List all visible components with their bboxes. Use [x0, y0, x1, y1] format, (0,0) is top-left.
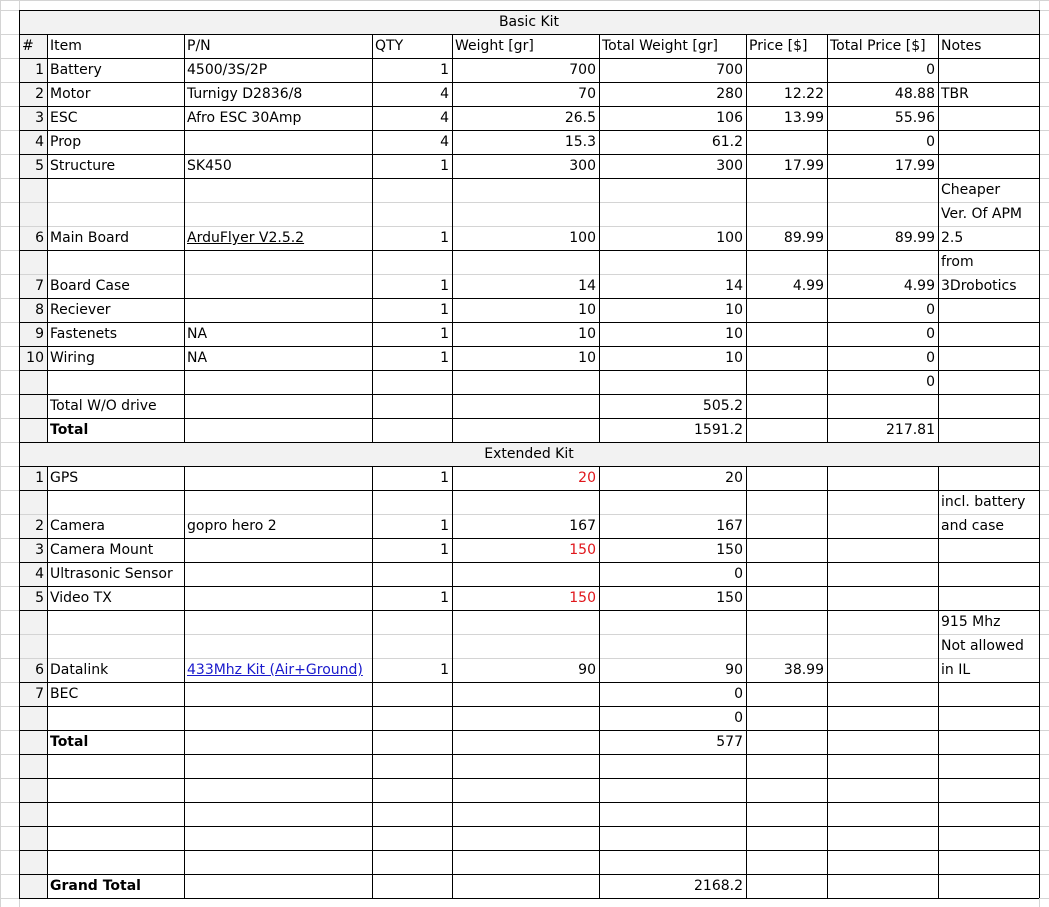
- notes-line: from: [941, 254, 974, 270]
- total-price-cell[interactable]: 0: [926, 350, 935, 366]
- item-cell[interactable]: Prop: [50, 134, 82, 150]
- grand-total-label: Grand Total: [50, 878, 141, 894]
- weight-cell[interactable]: [452, 682, 599, 706]
- row-number: [19, 706, 47, 730]
- row-number: 7: [35, 278, 44, 294]
- weight-cell[interactable]: [452, 370, 599, 394]
- extended-total-weight[interactable]: 577: [716, 734, 743, 750]
- qty-cell[interactable]: 4: [440, 110, 449, 126]
- total-weight-cell[interactable]: 14: [725, 278, 743, 294]
- row-number: 4: [35, 134, 44, 150]
- item-cell[interactable]: Camera Mount: [50, 542, 154, 558]
- row-number: 1: [35, 470, 44, 486]
- part-number-cell[interactable]: [184, 130, 372, 154]
- part-number-cell[interactable]: [184, 682, 372, 706]
- price-cell[interactable]: [746, 370, 827, 394]
- basic-total-weight[interactable]: 1591.2: [694, 422, 743, 438]
- total-weight-cell[interactable]: 61.2: [711, 134, 743, 150]
- qty-cell[interactable]: [372, 370, 452, 394]
- price-cell[interactable]: [746, 706, 827, 730]
- row-number: 8: [35, 302, 44, 318]
- part-number-cell[interactable]: gopro hero 2: [187, 518, 277, 534]
- notes-line: incl. battery: [941, 494, 1026, 510]
- weight-cell[interactable]: 90: [578, 662, 596, 678]
- section-title-extended-kit: Extended Kit: [484, 446, 574, 462]
- column-header-total_weight[interactable]: Total Weight [gr]: [602, 38, 718, 54]
- row-number: 7: [35, 686, 44, 702]
- qty-cell[interactable]: 1: [440, 542, 449, 558]
- part-number-cell[interactable]: [184, 562, 372, 586]
- row-number: 4: [35, 566, 44, 582]
- part-number-cell[interactable]: SK450: [187, 158, 232, 174]
- total-wo-drive-weight[interactable]: 505.2: [702, 398, 743, 414]
- weight-cell[interactable]: 167: [569, 518, 596, 534]
- basic-total-label: Total: [50, 422, 89, 438]
- weight-cell[interactable]: [452, 562, 599, 586]
- weight-cell[interactable]: 14: [578, 278, 596, 294]
- price-cell[interactable]: [746, 562, 827, 586]
- total-price-cell[interactable]: 89.99: [894, 230, 935, 246]
- price-cell[interactable]: [746, 298, 827, 322]
- total-price-cell[interactable]: 0: [926, 374, 935, 390]
- item-cell[interactable]: Main Board: [50, 230, 130, 246]
- qty-cell[interactable]: 1: [440, 590, 449, 606]
- part-number-cell[interactable]: [184, 538, 372, 562]
- item-cell[interactable]: ESC: [50, 110, 78, 126]
- notes-line: and case: [941, 518, 1004, 534]
- row-number: 2: [35, 86, 44, 102]
- part-number-cell[interactable]: 4500/3S/2P: [187, 62, 268, 78]
- column-header-qty[interactable]: QTY: [375, 38, 404, 54]
- total-price-cell[interactable]: 0: [926, 134, 935, 150]
- part-number-cell[interactable]: [184, 274, 372, 298]
- total-weight-cell[interactable]: 0: [734, 686, 743, 702]
- part-number-cell[interactable]: NA: [187, 326, 208, 342]
- qty-cell[interactable]: 1: [440, 278, 449, 294]
- total-weight-cell[interactable]: 90: [725, 662, 743, 678]
- row-number: 5: [35, 590, 44, 606]
- extended-total-label: Total: [50, 734, 89, 750]
- total-weight-cell[interactable]: [599, 370, 746, 394]
- total-price-cell[interactable]: 55.96: [894, 110, 935, 126]
- total-price-cell[interactable]: 0: [926, 302, 935, 318]
- part-number-cell[interactable]: [184, 466, 372, 490]
- section-title-basic-kit: Basic Kit: [498, 14, 560, 30]
- weight-cell[interactable]: 10: [578, 302, 596, 318]
- total-weight-cell[interactable]: 10: [725, 326, 743, 342]
- notes-cell[interactable]: [938, 82, 1039, 106]
- column-header-weight[interactable]: Weight [gr]: [455, 38, 534, 54]
- row-number: 6: [35, 230, 44, 246]
- column-header-total_price[interactable]: Total Price [$]: [830, 38, 926, 54]
- part-number-cell[interactable]: ArduFlyer V2.5.2: [187, 230, 305, 246]
- row-number: 9: [35, 326, 44, 342]
- qty-cell[interactable]: 1: [440, 662, 449, 678]
- total-weight-cell[interactable]: 0: [734, 710, 743, 726]
- total-weight-cell[interactable]: 700: [716, 62, 743, 78]
- part-number-cell[interactable]: [184, 706, 372, 730]
- notes-line: in IL: [941, 662, 971, 678]
- basic-total-price[interactable]: 217.81: [886, 422, 935, 438]
- weight-cell[interactable]: 100: [569, 230, 596, 246]
- part-number-cell[interactable]: NA: [187, 350, 208, 366]
- notes-line: Not allowed: [941, 638, 1024, 654]
- part-number-cell[interactable]: [184, 370, 372, 394]
- qty-cell[interactable]: 1: [440, 158, 449, 174]
- row-number: 1: [35, 62, 44, 78]
- price-cell[interactable]: [746, 466, 827, 490]
- qty-cell[interactable]: 1: [440, 518, 449, 534]
- total-weight-cell[interactable]: 10: [725, 302, 743, 318]
- notes-cell[interactable]: [938, 490, 1039, 538]
- price-cell[interactable]: 4.99: [792, 278, 824, 294]
- price-cell[interactable]: [746, 58, 827, 82]
- qty-cell[interactable]: [372, 562, 452, 586]
- item-cell[interactable]: Battery: [50, 62, 102, 78]
- total-weight-cell[interactable]: 10: [725, 350, 743, 366]
- weight-cell[interactable]: [452, 706, 599, 730]
- column-header-pn[interactable]: P/N: [187, 38, 211, 54]
- notes-cell[interactable]: [938, 250, 1039, 298]
- total-weight-cell[interactable]: 280: [716, 86, 743, 102]
- weight-cell[interactable]: 300: [569, 158, 596, 174]
- price-cell[interactable]: 17.99: [783, 158, 824, 174]
- row-number: [19, 370, 47, 394]
- weight-cell[interactable]: 26.5: [564, 110, 596, 126]
- notes-line: 3Drobotics: [941, 278, 1017, 294]
- weight-cell[interactable]: 150: [569, 590, 596, 606]
- total-weight-cell[interactable]: 106: [716, 110, 743, 126]
- item-cell[interactable]: Datalink: [50, 662, 109, 678]
- item-cell[interactable]: Fastenets: [50, 326, 118, 342]
- price-cell[interactable]: 38.99: [783, 662, 824, 678]
- part-number-cell[interactable]: Afro ESC 30Amp: [187, 110, 302, 126]
- item-cell[interactable]: Motor: [50, 86, 91, 102]
- price-cell[interactable]: [746, 346, 827, 370]
- total-weight-cell[interactable]: 20: [725, 470, 743, 486]
- item-cell[interactable]: Structure: [50, 158, 116, 174]
- qty-cell[interactable]: 4: [440, 134, 449, 150]
- qty-cell[interactable]: 1: [440, 470, 449, 486]
- notes-cell[interactable]: [938, 178, 1039, 250]
- weight-cell[interactable]: 15.3: [564, 134, 596, 150]
- price-cell[interactable]: 13.99: [783, 110, 824, 126]
- row-number: 3: [35, 542, 44, 558]
- qty-cell[interactable]: 1: [440, 230, 449, 246]
- row-number: 3: [35, 110, 44, 126]
- weight-cell[interactable]: 20: [578, 470, 596, 486]
- column-header-price[interactable]: Price [$]: [749, 38, 808, 54]
- price-cell[interactable]: 89.99: [783, 230, 824, 246]
- price-cell[interactable]: [746, 538, 827, 562]
- weight-cell[interactable]: 10: [578, 350, 596, 366]
- qty-cell[interactable]: 1: [440, 62, 449, 78]
- column-header-notes[interactable]: Notes: [941, 38, 982, 54]
- qty-cell[interactable]: 1: [440, 326, 449, 342]
- item-cell[interactable]: [47, 706, 184, 730]
- item-cell[interactable]: BEC: [50, 686, 79, 702]
- total-weight-cell[interactable]: 100: [716, 230, 743, 246]
- qty-cell[interactable]: 1: [440, 302, 449, 318]
- total-wo-drive-label: Total W/O drive: [50, 398, 157, 414]
- row-number: 5: [35, 158, 44, 174]
- item-cell[interactable]: [47, 370, 184, 394]
- row-number: 10: [26, 350, 44, 366]
- notes-line: Ver. Of APM: [941, 206, 1022, 222]
- total-price-cell[interactable]: 0: [926, 326, 935, 342]
- total-weight-cell[interactable]: 150: [716, 590, 743, 606]
- column-header-item[interactable]: Item: [50, 38, 82, 54]
- item-cell[interactable]: Reciever: [50, 302, 111, 318]
- qty-cell[interactable]: 1: [440, 350, 449, 366]
- price-cell[interactable]: [746, 586, 827, 610]
- weight-cell[interactable]: 150: [569, 542, 596, 558]
- part-number-cell[interactable]: Turnigy D2836/8: [187, 86, 303, 102]
- qty-cell[interactable]: 4: [440, 86, 449, 102]
- total-weight-cell[interactable]: 300: [716, 158, 743, 174]
- grand-total-weight[interactable]: 2168.2: [694, 878, 743, 894]
- item-cell[interactable]: Ultrasonic Sensor: [50, 566, 173, 582]
- notes-line: TBR: [941, 86, 969, 102]
- notes-line: 915 Mhz: [941, 614, 1001, 630]
- price-cell[interactable]: [746, 130, 827, 154]
- notes-cell[interactable]: [938, 610, 1039, 682]
- row-number: 6: [35, 662, 44, 678]
- price-cell[interactable]: [746, 514, 827, 538]
- total-price-cell[interactable]: 4.99: [903, 278, 935, 294]
- price-cell[interactable]: 12.22: [783, 86, 824, 102]
- datalink-kit-link[interactable]: 433Mhz Kit (Air+Ground): [187, 662, 363, 678]
- price-cell[interactable]: [746, 682, 827, 706]
- item-cell[interactable]: Wiring: [50, 350, 95, 366]
- qty-cell[interactable]: [372, 682, 452, 706]
- weight-cell[interactable]: 10: [578, 326, 596, 342]
- qty-cell[interactable]: [372, 706, 452, 730]
- column-header-num[interactable]: #: [22, 38, 34, 54]
- total-weight-cell[interactable]: 0: [734, 566, 743, 582]
- part-number-cell[interactable]: [184, 586, 372, 610]
- notes-line: Cheaper: [941, 182, 1001, 198]
- item-cell[interactable]: GPS: [50, 470, 79, 486]
- total-price-cell[interactable]: 0: [926, 62, 935, 78]
- price-cell[interactable]: [746, 322, 827, 346]
- item-cell[interactable]: Board Case: [50, 278, 130, 294]
- item-cell[interactable]: Video TX: [50, 590, 112, 606]
- total-price-cell[interactable]: 48.88: [894, 86, 935, 102]
- row-number: 2: [35, 518, 44, 534]
- item-cell[interactable]: Camera: [50, 518, 105, 534]
- weight-cell[interactable]: 70: [578, 86, 596, 102]
- weight-cell[interactable]: 700: [569, 62, 596, 78]
- total-price-cell[interactable]: 17.99: [894, 158, 935, 174]
- part-number-cell[interactable]: [184, 298, 372, 322]
- total-weight-cell[interactable]: 167: [716, 518, 743, 534]
- notes-line: 2.5: [941, 230, 964, 246]
- total-weight-cell[interactable]: 150: [716, 542, 743, 558]
